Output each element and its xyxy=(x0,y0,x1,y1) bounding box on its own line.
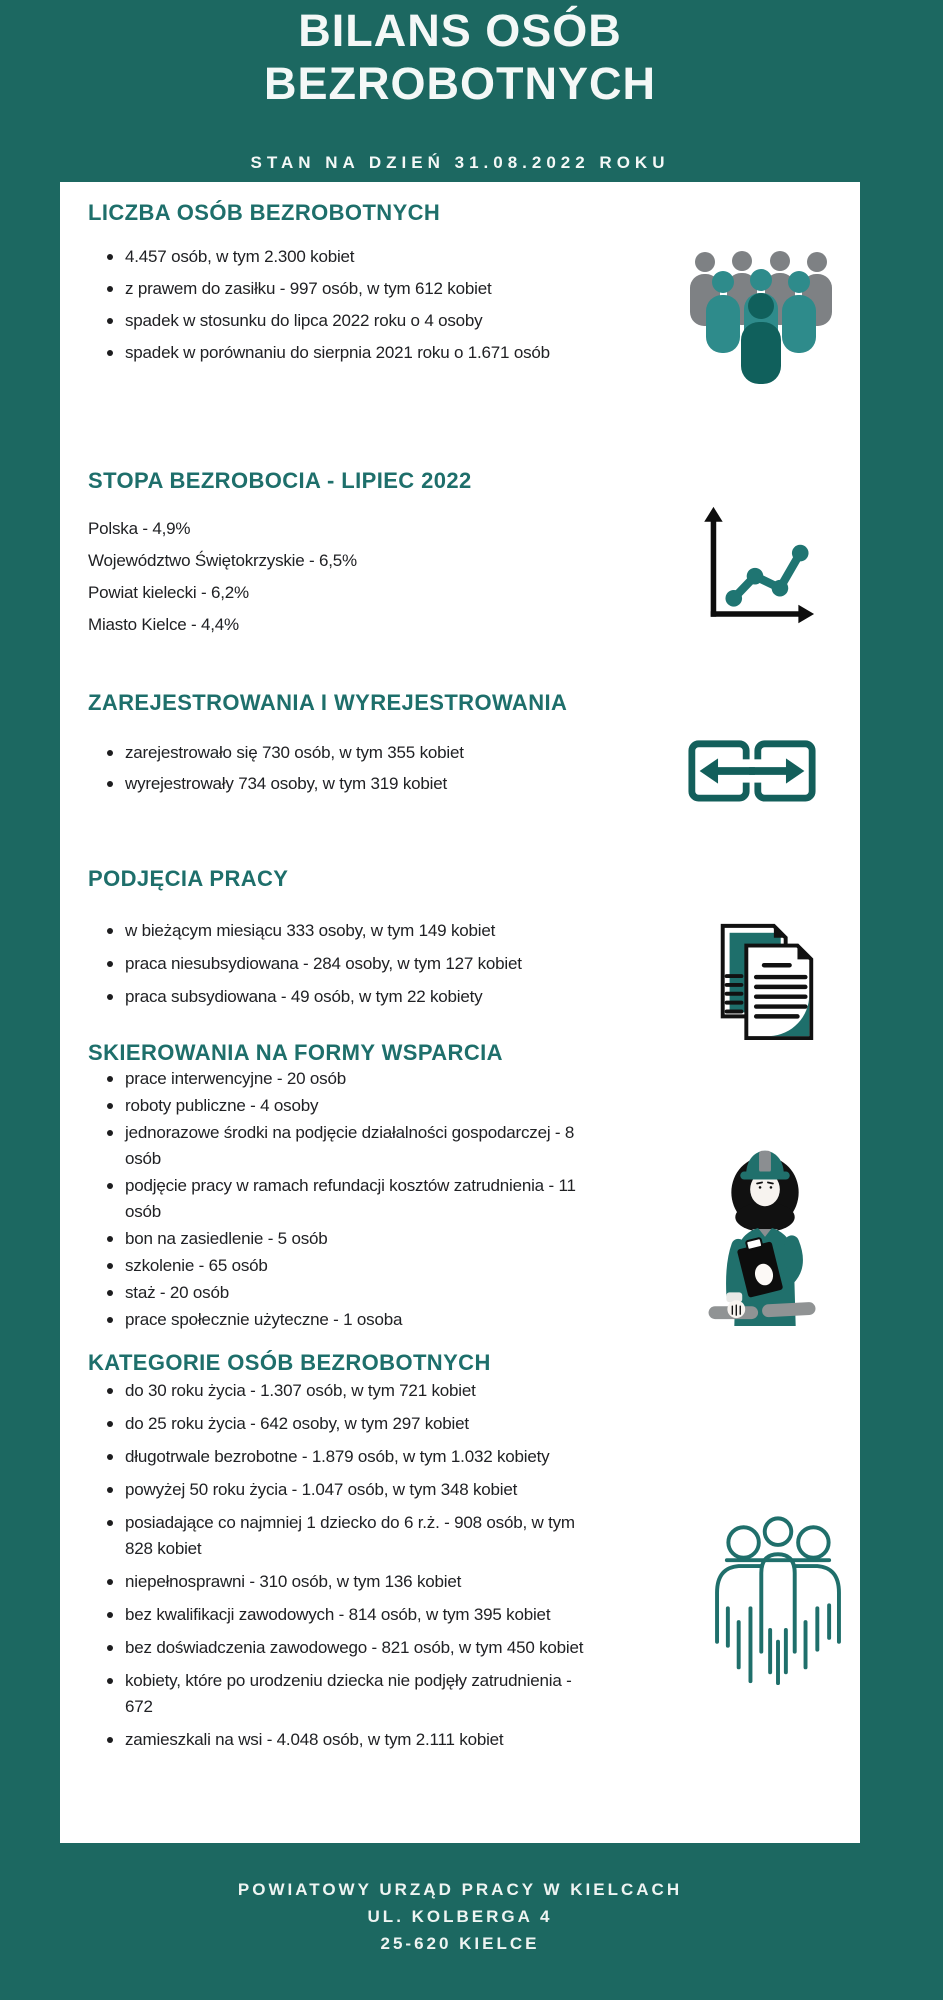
page-title-line2: BEZROBOTNYCH xyxy=(264,58,656,109)
list-item: kobiety, które po urodzeniu dziecka nie podjęły zatrudnienia - 672 xyxy=(105,1668,595,1720)
list-item: 4.457 osób, w tym 2.300 kobiet xyxy=(105,244,645,270)
line-chart-icon xyxy=(695,506,815,631)
list-item: staż - 20 osób xyxy=(105,1280,595,1306)
list-item: zamieszkali na wsi - 4.048 osób, w tym 2.111 kobiet xyxy=(105,1727,595,1753)
skierowania-list xyxy=(105,1066,595,1334)
page-subtitle: STAN NA DZIEŃ 31.08.2022 ROKU xyxy=(250,153,670,172)
footer-street: UL. KOLBERGA 4 xyxy=(367,1907,553,1926)
list-item: niepełnosprawni - 310 osób, w tym 136 kobiet xyxy=(105,1569,595,1595)
list-item: bez doświadczenia zawodowego - 821 osób, w tym 450 kobiet xyxy=(105,1635,595,1661)
list-item: długotrwale bezrobotne - 1.879 osób, w tym 1.032 kobiety xyxy=(105,1444,595,1470)
list-item: bez kwalifikacji zawodowych - 814 osób, w tym 395 kobiet xyxy=(105,1602,595,1628)
section-heading-zarejestrowania: ZAREJESTROWANIA I WYREJESTROWANIA xyxy=(88,690,568,715)
section-heading-skierowania: SKIEROWANIA NA FORMY WSPARCIA xyxy=(88,1040,503,1065)
page-title-line1: BILANS OSÓB xyxy=(298,5,622,56)
worker-illustration xyxy=(700,1128,830,1331)
crowd-icon xyxy=(680,246,845,391)
list-item: do 25 roku życia - 642 osoby, w tym 297 kobiet xyxy=(105,1411,595,1437)
footer-city: 25-620 KIELCE xyxy=(380,1934,540,1953)
stat-line: Powiat kielecki - 6,2% xyxy=(88,583,249,602)
team-outline-icon xyxy=(708,1512,848,1692)
list-item: bon na zasiedlenie - 5 osób xyxy=(105,1226,595,1252)
list-item: prace społecznie użyteczne - 1 osoba xyxy=(105,1307,595,1333)
list-item: posiadające co najmniej 1 dziecko do 6 r.ż. - 908 osób, w tym 828 kobiet xyxy=(105,1510,595,1562)
section-heading-liczba: LICZBA OSÓB BEZROBOTNYCH xyxy=(88,200,441,225)
liczba-list xyxy=(105,244,645,372)
list-item: w bieżącym miesiącu 333 osoby, w tym 149 kobiet xyxy=(105,918,645,944)
stopa-lines xyxy=(88,513,357,641)
zarejestrowania-list xyxy=(105,740,645,802)
list-item: szkolenie - 65 osób xyxy=(105,1253,595,1279)
list-item: powyżej 50 roku życia - 1.047 osób, w tym 348 kobiet xyxy=(105,1477,595,1503)
documents-icon xyxy=(708,920,823,1045)
list-item: do 30 roku życia - 1.307 osób, w tym 721 kobiet xyxy=(105,1378,595,1404)
section-heading-stopa: STOPA BEZROBOCIA - LIPIEC 2022 xyxy=(88,468,472,493)
list-item: zarejestrowało się 730 osób, w tym 355 kobiet xyxy=(105,740,645,766)
transfer-arrows-icon xyxy=(687,733,817,812)
page-title xyxy=(0,4,920,110)
list-item: spadek w stosunku do lipca 2022 roku o 4 osoby xyxy=(105,308,645,334)
footer-org-name: POWIATOWY URZĄD PRACY W KIELCACH xyxy=(237,1880,683,1899)
list-item: praca niesubsydiowana - 284 osoby, w tym 127 kobiet xyxy=(105,951,645,977)
stat-line: Województwo Świętokrzyskie - 6,5% xyxy=(88,551,357,570)
section-heading-kategorie: KATEGORIE OSÓB BEZROBOTNYCH xyxy=(88,1350,491,1375)
list-item: spadek w porównaniu do sierpnia 2021 roku o 1.671 osób xyxy=(105,340,645,366)
stat-line: Polska - 4,9% xyxy=(88,519,191,538)
list-item: podjęcie pracy w ramach refundacji kosztów zatrudnienia - 11 osób xyxy=(105,1173,595,1225)
list-item: z prawem do zasiłku - 997 osób, w tym 612 kobiet xyxy=(105,276,645,302)
list-item: prace interwencyjne - 20 osób xyxy=(105,1066,595,1092)
list-item: wyrejestrowały 734 osoby, w tym 319 kobiet xyxy=(105,771,645,797)
list-item: roboty publiczne - 4 osoby xyxy=(105,1093,595,1119)
list-item: praca subsydiowana - 49 osób, w tym 22 kobiety xyxy=(105,984,645,1010)
section-heading-podjecia: PODJĘCIA PRACY xyxy=(88,866,289,891)
podjecia-list xyxy=(105,918,645,1017)
list-item: jednorazowe środki na podjęcie działalności gospodarczej - 8 osób xyxy=(105,1120,595,1172)
stat-line: Miasto Kielce - 4,4% xyxy=(88,615,239,634)
kategorie-list xyxy=(105,1378,595,1760)
footer xyxy=(0,1876,920,1957)
